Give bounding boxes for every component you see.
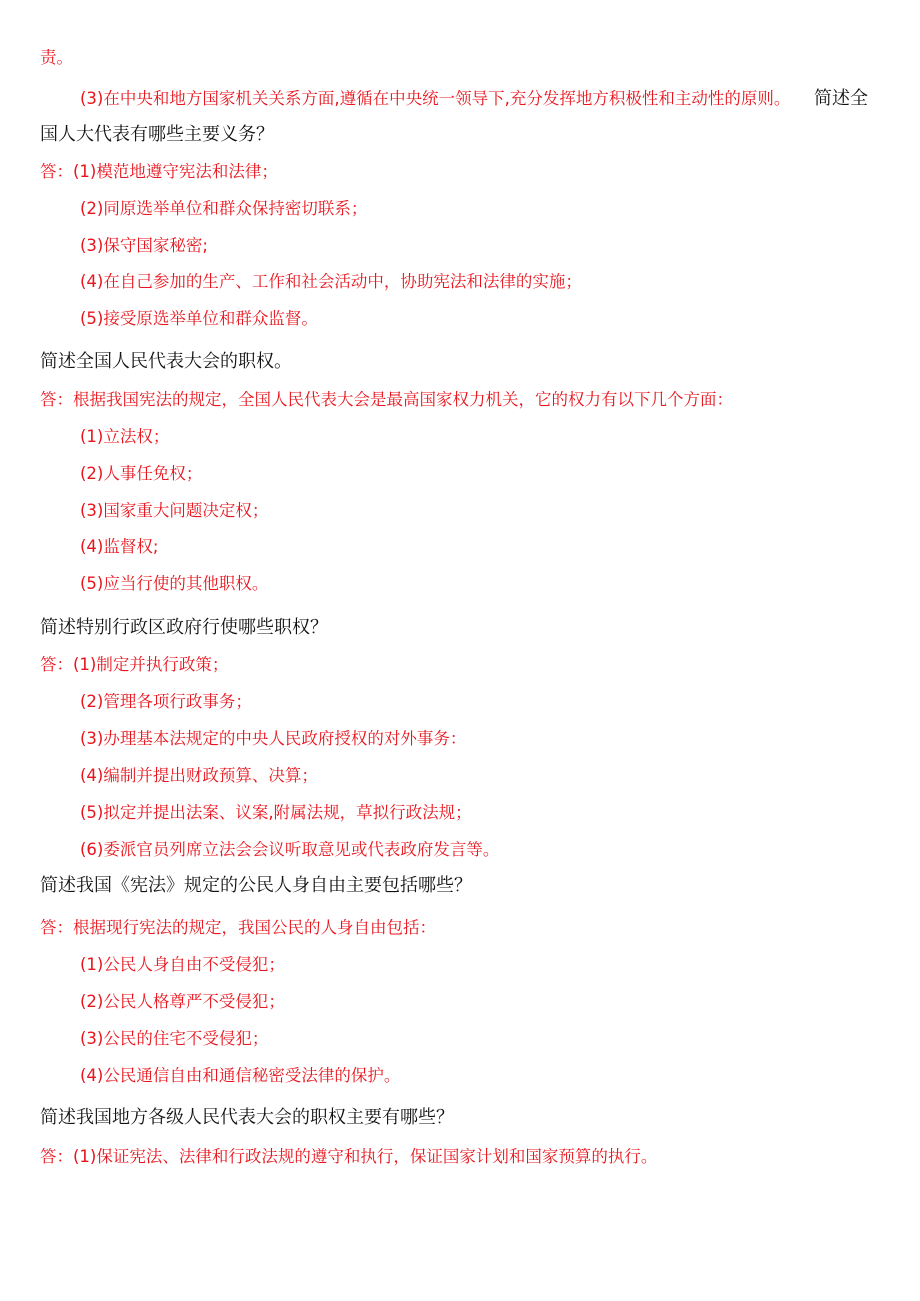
answer-line: (6)委派官员列席立法会会议听取意见或代表政府发言等。 [80,840,500,859]
answer-line: (3)公民的住宅不受侵犯； [80,1029,269,1048]
answer-line: (4)编制并提出财政预算、决算； [80,766,318,785]
answer-line: 答：(1)制定并执行政策； [40,655,229,674]
answer-line: (3)保守国家秘密; [80,236,208,255]
answer-line: (5)拟定并提出法案、议案,附属法规，草拟行政法规； [80,803,472,822]
answer-line: (4)公民通信自由和通信秘密受法律的保护。 [80,1066,401,1085]
answer-line: (2)公民人格尊严不受侵犯； [80,992,285,1011]
answer-line: (3)办理基本法规定的中央人民政府授权的对外事务： [80,729,467,748]
question-line: 简述全国人民代表大会的职权。 [40,351,292,372]
answer-line: (5)接受原选举单位和群众监督。 [80,309,318,328]
question-line: 简述全 [814,88,868,109]
answer-line: 答：根据现行宪法的规定，我国公民的人身自由包括： [40,918,436,937]
question-line: 简述我国地方各级人民代表大会的职权主要有哪些？ [40,1107,454,1128]
answer-line: (5)应当行使的其他职权。 [80,574,269,593]
answer-line: 责。 [40,48,73,67]
answer-line: (1)公民人身自由不受侵犯； [80,955,285,974]
answer-line: (2)同原选举单位和群众保持密切联系； [80,199,368,218]
answer-line: 答：(1)保证宪法、法律和行政法规的遵守和执行，保证国家计划和国家预算的执行。 [40,1147,658,1166]
question-line: 国人大代表有哪些主要义务？ [40,124,274,145]
answer-line: 答：根据我国宪法的规定，全国人民代表大会是最高国家权力机关，它的权力有以下几个方面： [40,390,733,409]
answer-line: 答：(1)模范地遵守宪法和法律； [40,162,278,181]
question-line: 简述我国《宪法》规定的公民人身自由主要包括哪些？ [40,875,472,896]
answer-line: (4)在自己参加的生产、工作和社会活动中，协助宪法和法律的实施； [80,272,582,291]
question-line: 简述特别行政区政府行使哪些职权？ [40,617,328,638]
answer-line: (3)在中央和地方国家机关关系方面,遵循在中央统一领导下,充分发挥地方积极性和主动性的原则。 [80,89,791,108]
answer-line: (3)国家重大问题决定权； [80,501,269,520]
answer-line: (1)立法权； [80,427,170,446]
answer-line: (2)人事任免权； [80,464,203,483]
answer-line: (4)监督权; [80,537,159,556]
answer-line: (2)管理各项行政事务； [80,692,252,711]
